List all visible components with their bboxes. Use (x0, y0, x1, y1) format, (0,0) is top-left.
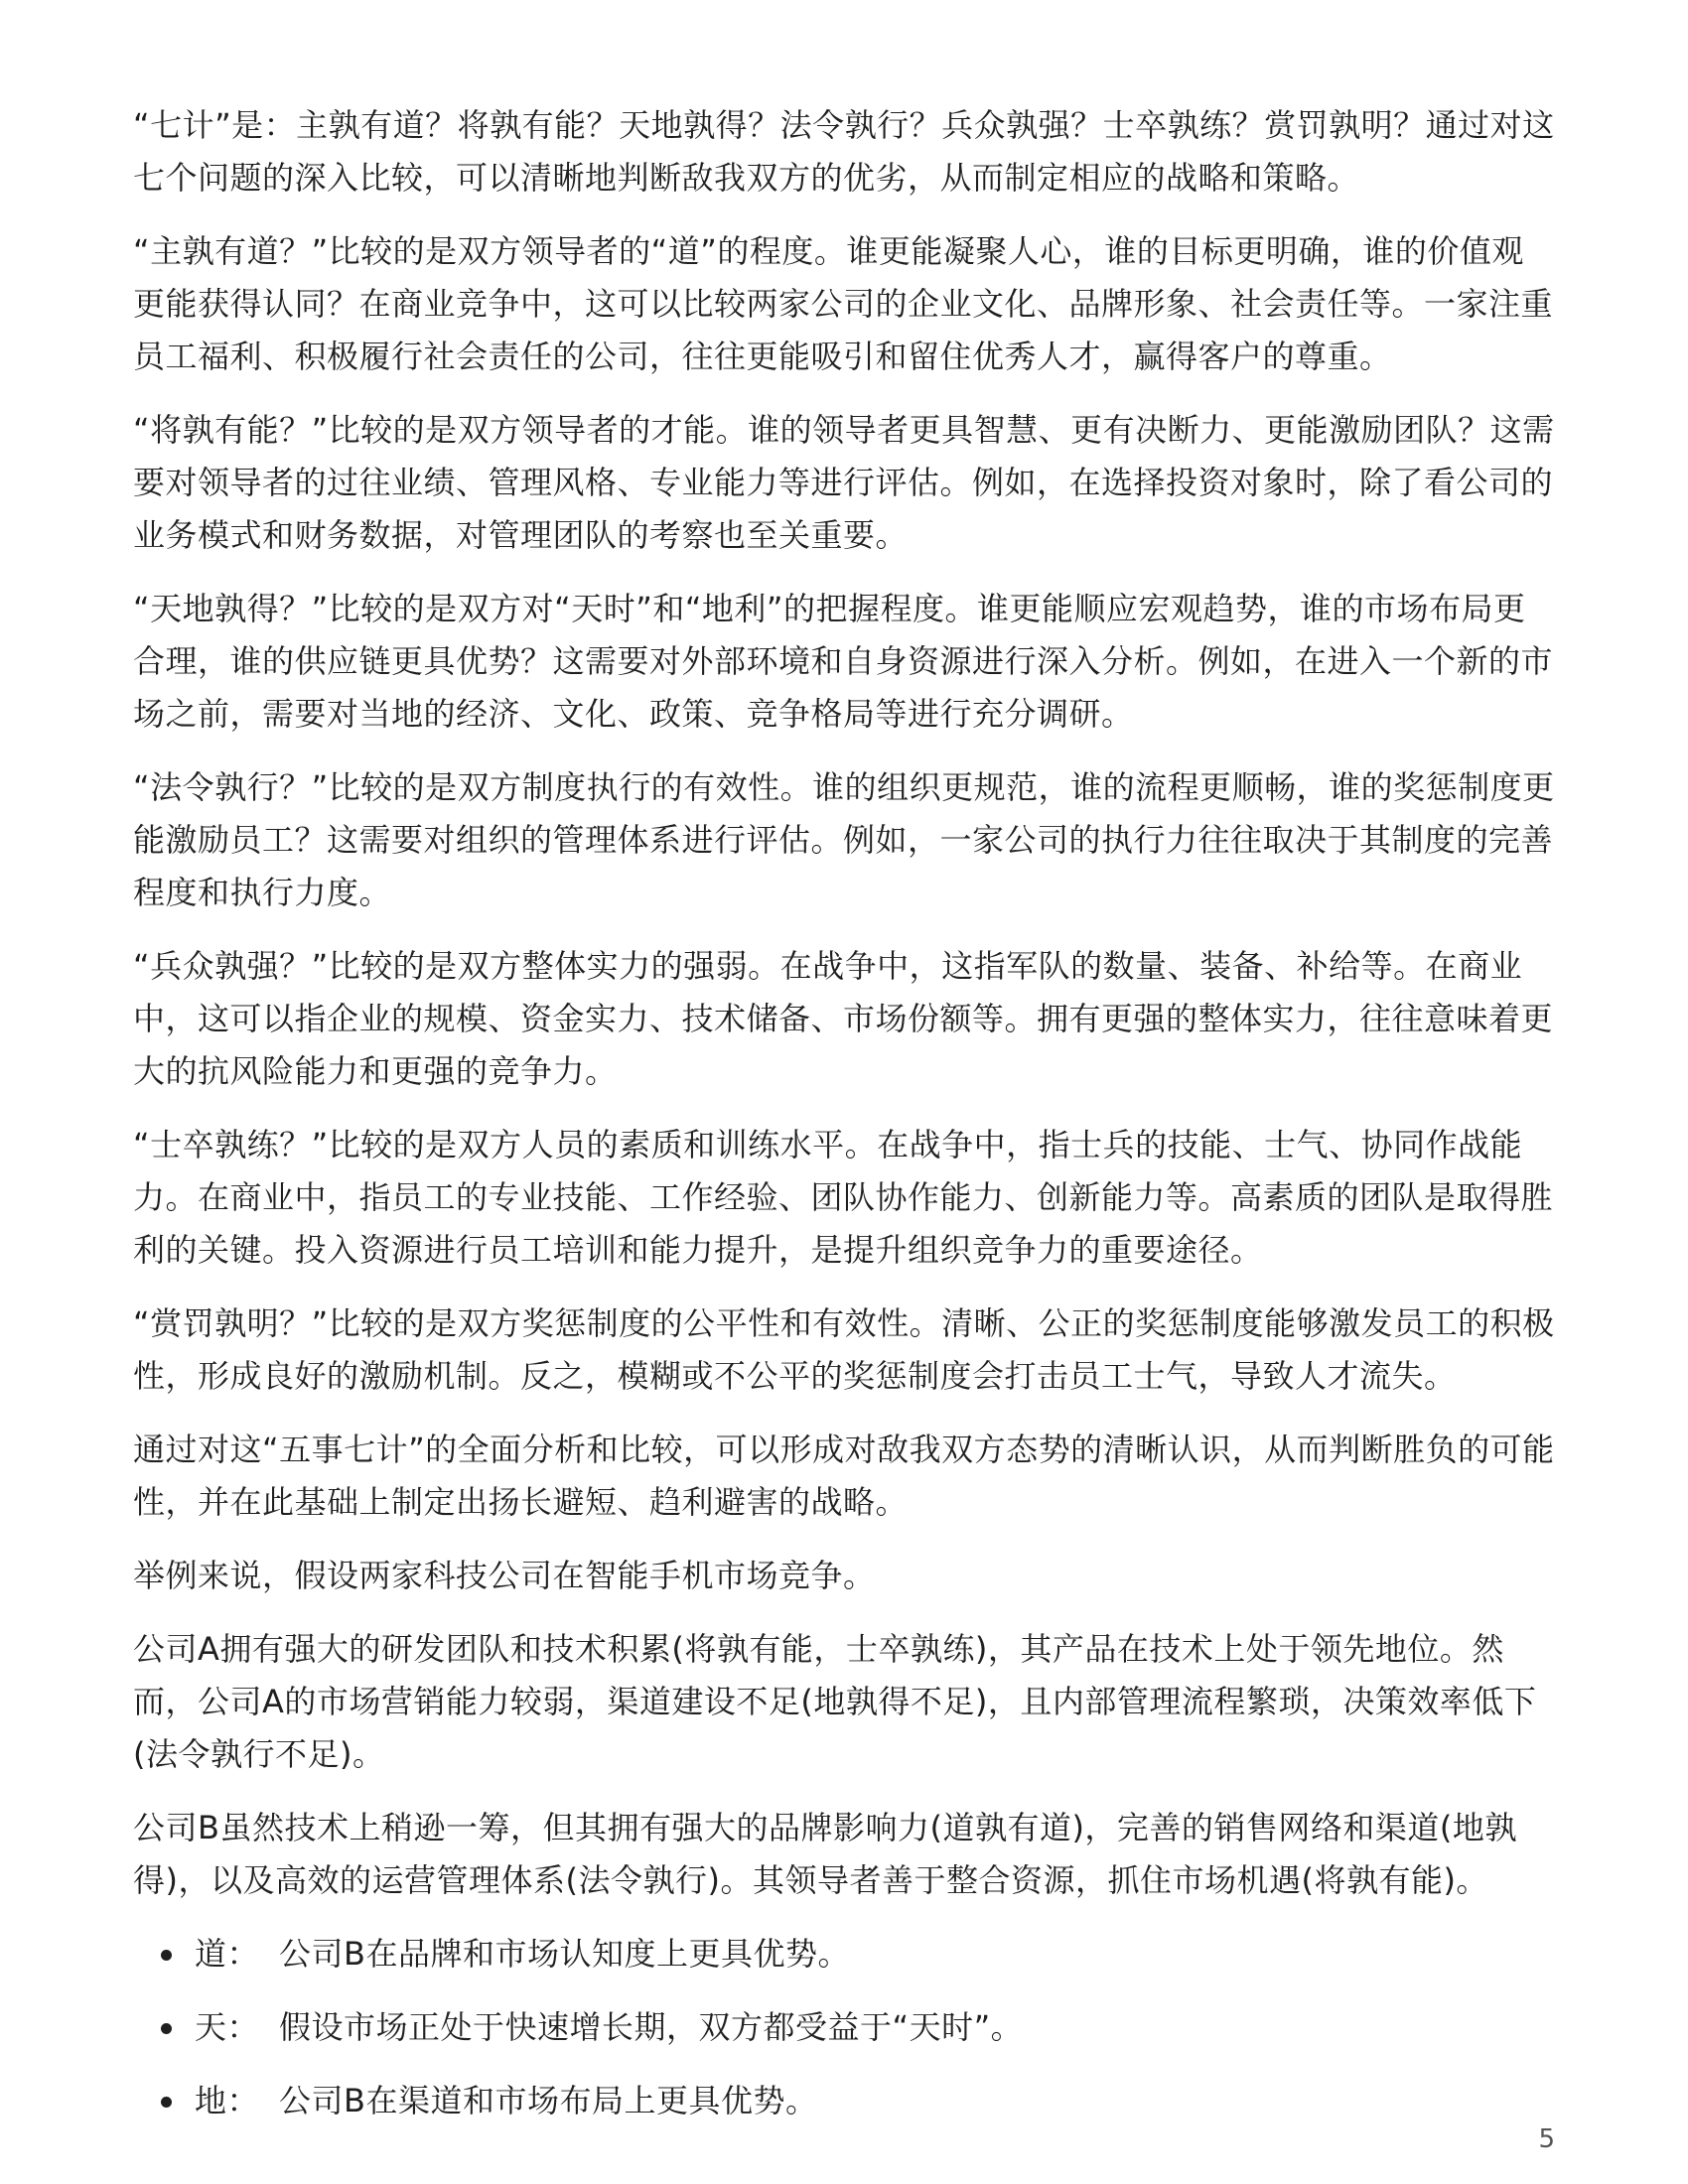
paragraph-summary: 通过对这“五事七计”的全面分析和比较，可以形成对敌我双方态势的清晰认识，从而判断胜负的可能性，并在此基础上制定出扬长避短、趋利避害的战略。 (133, 1431, 1555, 1521)
list-item (133, 1928, 1555, 1980)
bullet-icon (161, 2097, 172, 2108)
paragraph-shi-zu-lian: “士卒孰练？”比较的是双方人员的素质和训练水平。在战争中，指士兵的技能、士气、协同作战能力。在商业中，指员工的专业技能、工作经验、团队协作能力、创新能力等。高素质的团队是取得胜利的关键。投入资源进行员工培训和能力提升，是提升组织竞争力的重要途径。 (133, 1126, 1554, 1269)
list-item (133, 2075, 1555, 2127)
paragraph-shang-fa-ming: “赏罚孰明？”比较的是双方奖惩制度的公平性和有效性。清晰、公正的奖惩制度能够激发员工的积极性，形成良好的激励机制。反之，模糊或不公平的奖惩制度会打击员工士气，导致人才流失。 (133, 1304, 1555, 1395)
paragraph-company-b: 公司B虽然技术上稍逊一筹，但其拥有强大的品牌影响力(道孰有道)，完善的销售网络和渠道(地孰得)，以及高效的运营管理体系(法令孰行)。其领导者善于整合资源，抓住市场机遇(将孰有能)。 (133, 1809, 1517, 1899)
bullet-term: 天： (195, 2008, 260, 2046)
page-number: 5 (1538, 2124, 1555, 2154)
paragraph-bing-zhong-qiang: “兵众孰强？”比较的是双方整体实力的强弱。在战争中，这指军队的数量、装备、补给等。在商业中，这可以指企业的规模、资金实力、技术储备、市场份额等。拥有更强的整体实力，往往意味着更大的抗风险能力和更强的竞争力。 (133, 947, 1554, 1090)
list-item (133, 2001, 1555, 2054)
bullet-text: 公司B在渠道和市场布局上更具优势。 (279, 2082, 818, 2119)
bullet-icon (161, 2023, 172, 2034)
document-page (133, 99, 1555, 2148)
paragraph-seven-plans: “七计”是：主孰有道？将孰有能？天地孰得？法令孰行？兵众孰强？士卒孰练？赏罚孰明？通过对这七个问题的深入比较，可以清晰地判断敌我双方的优劣，从而制定相应的战略和策略。 (133, 106, 1555, 197)
comparison-bullet-list (133, 1928, 1555, 2127)
paragraph-jiang-you-neng: “将孰有能？”比较的是双方领导者的才能。谁的领导者更具智慧、更有决断力、更能激励团队？这需要对领导者的过往业绩、管理风格、专业能力等进行评估。例如，在选择投资对象时，除了看公司的业务模式和财务数据，对管理团队的考察也至关重要。 (133, 411, 1555, 554)
paragraph-zhu-you-dao: “主孰有道？”比较的是双方领导者的“道”的程度。谁更能凝聚人心，谁的目标更明确，谁的价值观更能获得认同？在商业竞争中，这可以比较两家公司的企业文化、品牌形象、社会责任等。一家注重员工福利、积极履行社会责任的公司，往往更能吸引和留住优秀人才，赢得客户的尊重。 (133, 232, 1554, 375)
paragraph-fa-ling-xing: “法令孰行？”比较的是双方制度执行的有效性。谁的组织更规范，谁的流程更顺畅，谁的奖惩制度更能激励员工？这需要对组织的管理体系进行评估。例如，一家公司的执行力往往取决于其制度的完善程度和执行力度。 (133, 768, 1555, 911)
bullet-text: 假设市场正处于快速增长期，双方都受益于“天时”。 (279, 2008, 1024, 2046)
bullet-icon (161, 1950, 172, 1961)
paragraph-example-intro: 举例来说，假设两家科技公司在智能手机市场竞争。 (133, 1557, 876, 1594)
bullet-text: 公司B在品牌和市场认知度上更具优势。 (279, 1935, 850, 1973)
bullet-term: 道： (195, 1935, 260, 1973)
bullet-term: 地： (195, 2082, 260, 2119)
paragraph-company-a: 公司A拥有强大的研发团队和技术积累(将孰有能，士卒孰练)，其产品在技术上处于领先地位。然而，公司A的市场营销能力较弱，渠道建设不足(地孰得不足)，且内部管理流程繁琐，决策效率低下(法令孰行不足)。 (133, 1630, 1537, 1773)
paragraph-tian-di-de: “天地孰得？”比较的是双方对“天时”和“地利”的把握程度。谁更能顺应宏观趋势，谁的市场布局更合理，谁的供应链更具优势？这需要对外部环境和自身资源进行深入分析。例如，在进入一个新的市场之前，需要对当地的经济、文化、政策、竞争格局等进行充分调研。 (133, 590, 1554, 733)
